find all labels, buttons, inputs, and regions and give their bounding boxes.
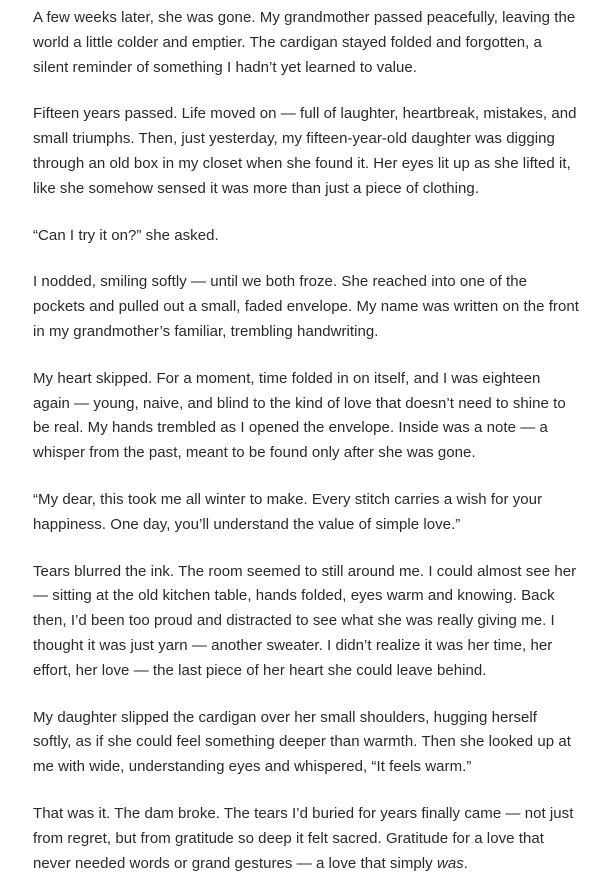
paragraph-4: I nodded, smiling softly — until we both froze. She reached into one of the pockets and pulled out a small, faded envelope. My name was written on the front in my grandmother’s familiar, trembling handwriting. [33, 273, 579, 340]
paragraph-3: “Can I try it on?” she asked. [33, 226, 219, 244]
paragraph-6: “My dear, this took me all winter to make. Every stitch carries a wish for your happiness. One day, you’ll understand the value of simple love.” [33, 490, 543, 533]
paragraph-8: My daughter slipped the cardigan over her small shoulders, hugging herself softly, as if she could feel something deeper than warmth. Then she looked up at me with wide, understanding eyes and whispered, “It feels warm.” [33, 708, 571, 776]
paragraph-2: Fifteen years passed. Life moved on — full of laughter, heartbreak, mistakes, and small triumphs. Then, just yesterday, my fifteen-year-old daughter was digging through an old box in my closet when she found it. Her eyes lit up as she lifted it, like she somehow sensed it was more than just a piece of clothing. [33, 105, 577, 197]
paragraph-9-end: . [463, 854, 468, 872]
paragraph-9-emphasis: was [436, 854, 464, 872]
paragraph-5: My heart skipped. For a moment, time folded in on itself, and I was eighteen again — young, naive, and blind to the kind of love that doesn’t need to shine to be real. My hands trembled as I opened the envelope. Inside was a note — a whisper from the past, meant to be found only after she was gone. [33, 369, 566, 462]
paragraph-1: A few weeks later, she was gone. My grandmother passed peacefully, leaving the world a little colder and emptier. The cardigan stayed folded and forgotten, a silent reminder of something I hadn’t yet learned to value. [33, 9, 576, 76]
paragraph-9-text: That was it. The dam broke. The tears I’d buried for years finally came — not just from regret, but from gratitude so deep it felt sacred. Gratitude for a love that never needed words or grand gestures — a love that simply [33, 804, 574, 872]
paragraph-9 [33, 802, 579, 876]
paragraph-7: Tears blurred the ink. The room seemed to still around me. I could almost see her — sitting at the old kitchen table, hands folded, eyes warm and knowing. Back then, I’d been too proud and distracted to see what she was really giving me. I thought it was just yarn — another sweater. I didn’t realize it was her time, her effort, her love — the last piece of her heart she could leave behind. [33, 562, 577, 679]
